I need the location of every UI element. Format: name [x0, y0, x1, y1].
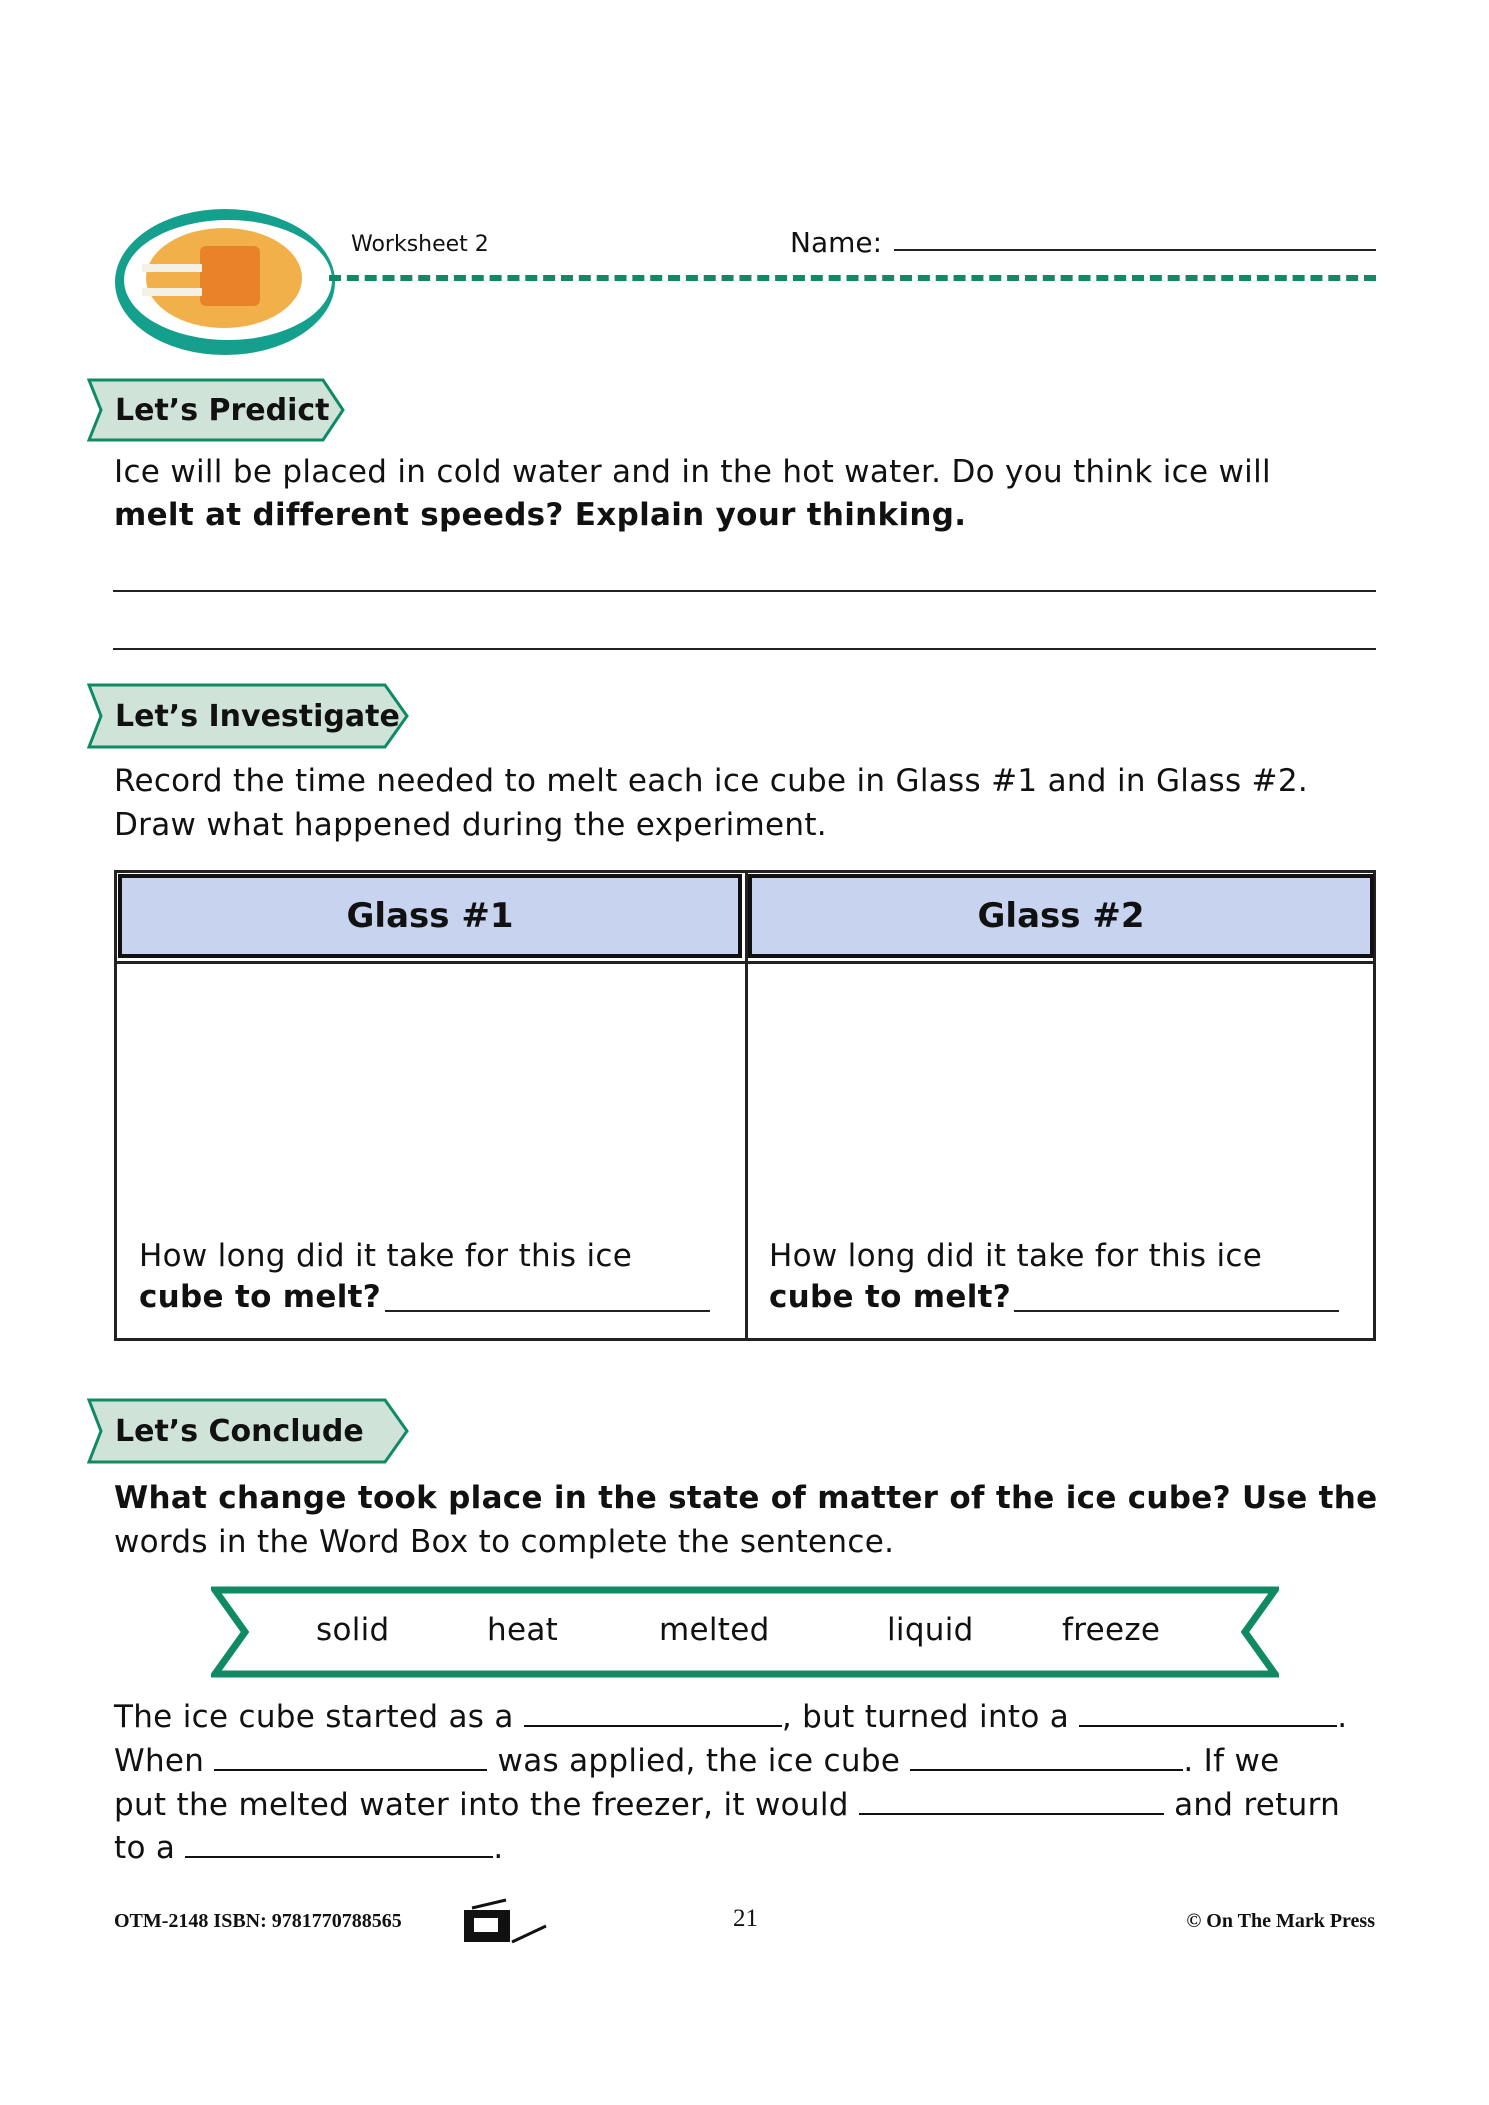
blank-3[interactable] — [214, 1743, 487, 1771]
word-liquid: liquid — [887, 1612, 974, 1648]
sentence-line-3 — [114, 1787, 1340, 1823]
word-freeze: freeze — [1062, 1612, 1161, 1648]
blank-5[interactable] — [859, 1787, 1164, 1815]
blank-4[interactable] — [910, 1743, 1183, 1771]
glass-1-time-field[interactable] — [385, 1310, 710, 1312]
glass-2-question-2: cube to melt? — [769, 1279, 1012, 1315]
word-melted: melted — [659, 1612, 770, 1648]
sentence-line-4 — [114, 1830, 503, 1866]
answer-line-2[interactable] — [113, 648, 1376, 650]
sentence-text: , but turned into a — [781, 1699, 1070, 1735]
conclude-text-1: What change took place in the state of matter of the ice cube? Use the — [114, 1480, 1378, 1516]
header-divider — [117, 961, 1373, 964]
word-box — [211, 1586, 1279, 1678]
glass-1-question-1: How long did it take for this ice — [139, 1238, 633, 1274]
sentence-text: When — [114, 1743, 205, 1779]
page-number: 21 — [733, 1905, 758, 1932]
glass-2-time-field[interactable] — [1014, 1310, 1339, 1312]
sentence-text: . — [493, 1830, 504, 1866]
investigate-banner — [87, 683, 409, 749]
blank-6[interactable] — [185, 1830, 493, 1858]
sentence-text: . If we — [1183, 1743, 1280, 1779]
dashed-divider — [329, 275, 1376, 281]
blank-2[interactable] — [1079, 1699, 1337, 1727]
worksheet-label: Worksheet 2 — [351, 232, 489, 257]
glass-table — [114, 870, 1376, 1341]
word-heat: heat — [487, 1612, 559, 1648]
footer-code: OTM-2148 ISBN: 9781770788565 — [114, 1910, 402, 1932]
name-field[interactable] — [894, 249, 1376, 251]
column-divider — [745, 873, 748, 1339]
blank-1[interactable] — [524, 1699, 782, 1727]
word-solid: solid — [316, 1612, 390, 1648]
glass-1-question-2: cube to melt? — [139, 1279, 382, 1315]
conclude-banner — [87, 1398, 409, 1464]
predict-title: Let’s Predict — [115, 392, 330, 428]
copier-icon — [462, 1898, 548, 1944]
investigate-text-2: Draw what happened during the experiment. — [114, 807, 827, 843]
sentence-text: was applied, the ice cube — [497, 1743, 901, 1779]
conclude-text-2: words in the Word Box to complete the sentence. — [114, 1524, 895, 1560]
sentence-text: and return — [1174, 1787, 1341, 1823]
conclude-title: Let’s Conclude — [115, 1413, 364, 1449]
predict-text-1: Ice will be placed in cold water and in the hot water. Do you think ice will — [114, 454, 1271, 490]
glass-2-question-1: How long did it take for this ice — [769, 1238, 1263, 1274]
sentence-text: to a — [114, 1830, 176, 1866]
answer-line-1[interactable] — [113, 590, 1376, 592]
investigate-title: Let’s Investigate — [115, 698, 400, 734]
sentence-text: put the melted water into the freezer, it would — [114, 1787, 849, 1823]
glass-2-header: Glass #2 — [748, 874, 1374, 958]
sentence-text: The ice cube started as a — [114, 1699, 514, 1735]
sentence-line-1 — [114, 1699, 1347, 1735]
glass-1-header: Glass #1 — [118, 874, 742, 958]
sentence-line-2 — [114, 1743, 1280, 1779]
predict-banner — [87, 378, 345, 442]
predict-text-2: melt at different speeds? Explain your thinking. — [114, 497, 967, 533]
investigate-text-1: Record the time needed to melt each ice cube in Glass #1 and in Glass #2. — [114, 763, 1308, 799]
name-label: Name: — [790, 226, 883, 259]
popsicle-logo-icon — [112, 206, 340, 358]
sentence-text: . — [1337, 1699, 1348, 1735]
footer-copyright: © On The Mark Press — [1186, 1910, 1375, 1932]
